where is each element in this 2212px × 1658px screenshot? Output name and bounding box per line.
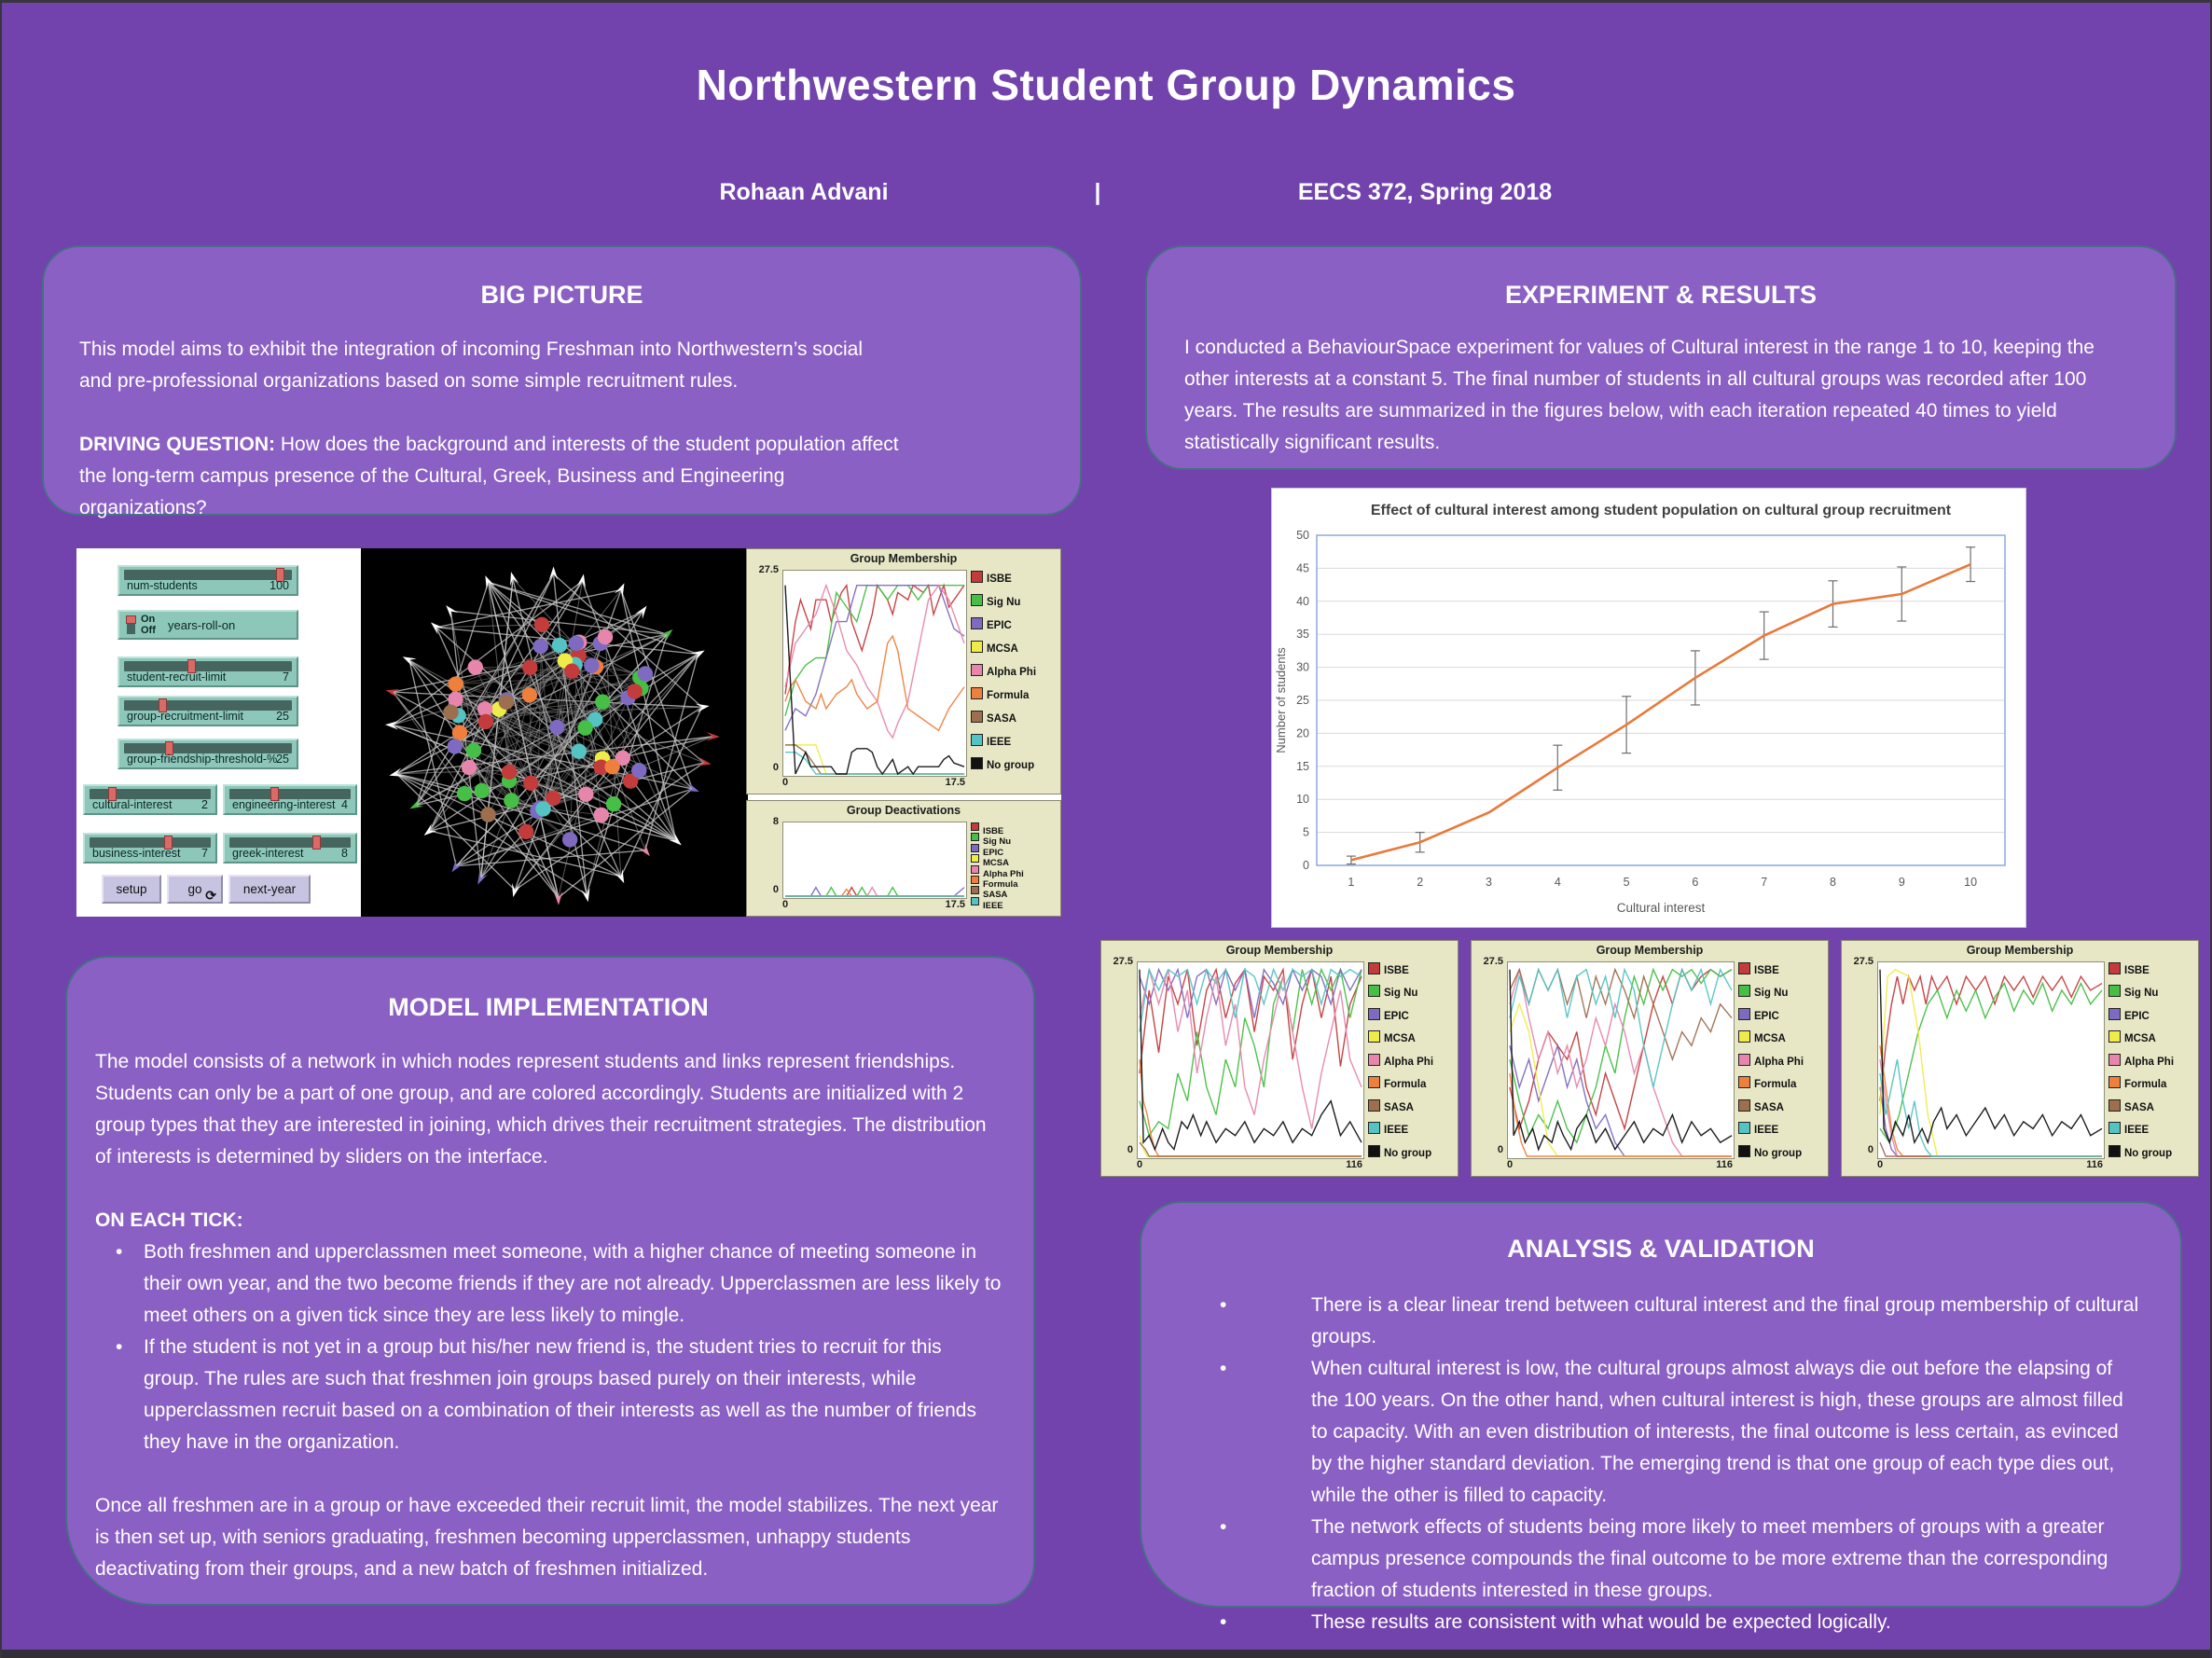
legend-swatch-icon: [1738, 962, 1750, 974]
plot-title: Group Membership: [850, 552, 958, 565]
slider-label: cultural-interest: [92, 798, 173, 811]
legend-swatch-icon: [971, 711, 983, 723]
course-label: EECS 372, Spring 2018: [1297, 179, 1553, 205]
slider-label: business-interest: [92, 847, 181, 860]
legend-label: MCSA: [987, 643, 1018, 655]
slider-label: num-students: [127, 579, 198, 592]
svg-text:35: 35: [1296, 628, 1309, 642]
poster-title: Northwestern Student Group Dynamics: [696, 61, 1516, 109]
legend-entry: [1368, 1053, 1450, 1075]
model-bullet-2: • If the student is not yet in a group but his/her new friend is, the student tries to recruit for this group. The rules are such that freshmen join groups based purely on their interests, while upperclassmen recruit based on a combination of their interests as well as the number of friends they have in the organization.: [116, 1336, 976, 1453]
legend-swatch-icon: [971, 876, 979, 884]
plot-area: [782, 822, 967, 899]
switch-label: years-roll-on: [168, 618, 236, 632]
axis-label: 0: [782, 777, 789, 788]
axis-label: 17.5: [945, 777, 965, 788]
legend-entry: [1368, 961, 1450, 984]
svg-text:25: 25: [1296, 694, 1309, 707]
legend-entry: [2108, 1121, 2191, 1143]
analysis-bullet-2: • When cultural interest is low, the cultural groups almost always die out before the elapsing of the 100 years. On the other hand, when cultural interest is high, these groups are almost filled to capacity. With an even distribution of interests, the final outcome is less certain, as evinced by the higher standard deviation. The emerging trend is that one group of each type dies out, while the other is filled to capacity.: [1220, 1358, 2123, 1506]
analysis-heading: ANALYSIS & VALIDATION: [1507, 1235, 1815, 1263]
big-picture-heading: BIG PICTURE: [480, 281, 643, 309]
svg-text:7: 7: [1761, 876, 1768, 889]
legend-label: IEEE: [987, 737, 1012, 748]
legend-entry: [971, 686, 1053, 710]
legend-label: ISBE: [2124, 965, 2150, 976]
legend-label: ISBE: [1754, 965, 1779, 976]
plot-area: [1507, 961, 1735, 1159]
legend-swatch-icon: [1368, 1076, 1380, 1088]
slider-label: greek-interest: [232, 847, 304, 860]
legend-swatch-icon: [1738, 1145, 1750, 1157]
legend-swatch-icon: [971, 757, 983, 769]
subtitle-divider: |: [1094, 179, 1101, 205]
legend-swatch-icon: [1738, 1054, 1750, 1066]
legend-label: Alpha Phi: [2124, 1056, 2175, 1068]
svg-text:9: 9: [1898, 876, 1905, 889]
legend-swatch-icon: [971, 617, 983, 629]
svg-text:3: 3: [1486, 876, 1492, 889]
legend-label: Sig Nu: [2124, 988, 2159, 1000]
driving-question: [79, 429, 900, 524]
model-paragraph-2: Once all freshmen are in a group or have exceeded their recruit limit, the model stabilizes. The next year is then set up, with seniors graduating, freshmen becoming upperclassmen, unhappy students deactivating from their groups, and a new batch of freshmen initialized.: [95, 1495, 999, 1580]
legend-label: SASA: [987, 713, 1016, 725]
model-body: [95, 1046, 1002, 1585]
forever-icon: ⟳: [205, 888, 216, 903]
run-plot-2: [1471, 940, 1829, 1177]
legend-entry: [2108, 1029, 2191, 1052]
analysis-bullet-list: [1179, 1290, 2143, 1638]
legend-label: IEEE: [1754, 1125, 1779, 1137]
axis-label: 0: [772, 884, 779, 895]
group-membership-plot: [746, 548, 1061, 794]
slider-label: group-recruitment-limit: [127, 710, 244, 723]
legend-label: Sig Nu: [1754, 988, 1789, 1000]
axis-label: 0: [772, 762, 779, 773]
legend-swatch-icon: [2108, 1008, 2121, 1020]
legend-entry: [1368, 1121, 1450, 1143]
legend-entry: [971, 593, 1053, 616]
legend-swatch-icon: [971, 854, 979, 863]
legend-label: EPIC: [1384, 1010, 1409, 1022]
legend-entry: [971, 885, 1053, 901]
legend-label: No group: [1384, 1147, 1432, 1159]
legend-entry: [1738, 1121, 1820, 1143]
legend-swatch-icon: [2108, 1054, 2121, 1066]
legend-swatch-icon: [1368, 1099, 1380, 1112]
legend-swatch-icon: [971, 822, 979, 831]
legend-label: Sig Nu: [983, 836, 1012, 848]
analysis-bullet-1: • There is a clear linear trend between cultural interest and the final group membership of cultural groups.: [1220, 1294, 2139, 1347]
legend-entry: [2108, 1007, 2191, 1029]
netlogo-interface-screenshot: [76, 548, 1061, 917]
model-bullet-1: • Both freshmen and upperclassmen meet someone, with a higher chance of meeting someone in their own year, and the two become friends if they are not already. Upperclassmen are less likely to meet others on a given tick since they are less likely to mingle.: [116, 1241, 1002, 1326]
run-plot-1: [1100, 940, 1459, 1177]
legend-entry: [971, 896, 1053, 911]
legend-swatch-icon: [1368, 1145, 1380, 1157]
axis-label: 8: [772, 816, 779, 827]
legend-swatch-icon: [971, 734, 983, 746]
slider-value: 4: [341, 798, 348, 811]
svg-text:6: 6: [1692, 876, 1699, 889]
legend-label: Alpha Phi: [987, 667, 1037, 678]
slider-cultural-interest[interactable]: [83, 784, 217, 815]
svg-text:15: 15: [1296, 759, 1309, 773]
axis-label: 27.5: [1113, 956, 1133, 967]
legend-entry: [971, 864, 1053, 879]
plot-legend: [971, 822, 1053, 911]
author-name: Rohaan Advani: [719, 179, 889, 205]
legend-label: MCSA: [1754, 1033, 1786, 1045]
axis-label: 0: [782, 899, 789, 910]
legend-label: Alpha Phi: [1754, 1056, 1804, 1068]
slider-label: group-friendship-threshold-%: [127, 753, 278, 766]
legend-swatch-icon: [971, 865, 979, 874]
analysis-body: [1179, 1290, 2143, 1638]
legend-entry: [1738, 1007, 1820, 1029]
slider-value: 2: [201, 798, 208, 811]
window-edge-left: [0, 0, 2, 1658]
slider-value: 100: [270, 579, 289, 592]
y-axis-label: Number of students: [1274, 647, 1288, 753]
legend-swatch-icon: [2108, 1145, 2121, 1157]
axis-label: 116: [1346, 1159, 1362, 1170]
slider-value: 7: [283, 670, 289, 684]
legend-entry: [971, 733, 1053, 756]
axis-label: 0: [1497, 1144, 1503, 1155]
plot-area: [1137, 961, 1364, 1159]
legend-entry: [1738, 1029, 1820, 1052]
analysis-validation-panel: [1140, 1201, 2182, 1633]
legend-label: Formula: [1754, 1079, 1797, 1091]
legend-label: Formula: [983, 878, 1018, 890]
plot-area: [1877, 961, 2105, 1159]
plot-legend: [2108, 961, 2191, 1167]
legend-entry: [2108, 1144, 2191, 1167]
legend-entry: [971, 640, 1053, 663]
switch-label: On: [141, 614, 156, 625]
svg-text:50: 50: [1296, 529, 1309, 542]
plot-title: Group Membership: [1596, 944, 1704, 957]
legend-label: ISBE: [987, 573, 1012, 585]
slider-handle[interactable]: [312, 836, 321, 850]
legend-swatch-icon: [971, 886, 979, 894]
slider-student-recruit-limit[interactable]: [118, 656, 298, 687]
plot-title: Group Deactivations: [846, 804, 961, 817]
slider-group-recruitment-limit[interactable]: [118, 696, 298, 726]
legend-label: No group: [2124, 1147, 2173, 1159]
plot-legend: [1738, 961, 1820, 1167]
legend-swatch-icon: [971, 664, 983, 676]
legend-swatch-icon: [971, 897, 979, 905]
plot-title: Group Membership: [1966, 944, 2074, 957]
axis-label: 0: [1877, 1159, 1884, 1170]
analysis-bullet-4: • These results are consistent with what would be expected logically.: [1220, 1611, 1891, 1633]
slider-greek-interest[interactable]: [223, 833, 357, 864]
group-deactivations-plot: [746, 800, 1061, 917]
legend-entry: [971, 843, 1053, 858]
svg-text:0: 0: [1303, 859, 1309, 872]
legend-label: SASA: [1384, 1101, 1414, 1113]
legend-swatch-icon: [1368, 1054, 1380, 1066]
legend-swatch-icon: [1738, 1030, 1750, 1043]
legend-label: SASA: [2124, 1101, 2154, 1113]
legend-entry: [971, 663, 1053, 686]
legend-label: No group: [1754, 1147, 1803, 1159]
legend-entry: [971, 832, 1053, 848]
slider-value: 7: [201, 847, 208, 860]
axis-label: 0: [1507, 1159, 1514, 1170]
experiment-results-panel: [1145, 245, 2177, 470]
legend-entry: [2108, 984, 2191, 1006]
results-chart-svg: [1272, 489, 2025, 927]
legend-entry: [2108, 1075, 2191, 1098]
legend-entry: [971, 570, 1053, 593]
legend-label: EPIC: [987, 620, 1012, 631]
run-plot-3: [1841, 940, 2199, 1177]
legend-entry: [1368, 1029, 1450, 1052]
legend-label: EPIC: [2124, 1010, 2150, 1022]
slider-value: 25: [276, 710, 289, 723]
legend-swatch-icon: [2108, 1099, 2121, 1112]
axis-label: 27.5: [1483, 956, 1503, 967]
svg-text:10: 10: [1964, 876, 1978, 889]
legend-label: ISBE: [983, 826, 1004, 836]
legend-entry: [1738, 984, 1820, 1006]
legend-entry: [1738, 1144, 1820, 1167]
legend-swatch-icon: [1738, 985, 1750, 997]
legend-label: EPIC: [983, 847, 1004, 858]
legend-label: Alpha Phi: [983, 868, 1024, 879]
axis-label: 0: [1867, 1144, 1873, 1155]
setup-button[interactable]: setup: [102, 875, 161, 904]
legend-label: EPIC: [1754, 1010, 1779, 1022]
legend-label: IEEE: [983, 900, 1003, 911]
axis-label: 27.5: [758, 564, 779, 575]
legend-entry: [1368, 984, 1450, 1006]
legend-label: No group: [987, 760, 1035, 771]
legend-entry: [1368, 1144, 1450, 1167]
legend-swatch-icon: [2108, 985, 2121, 997]
svg-text:8: 8: [1830, 876, 1836, 889]
slider-label: student-recruit-limit: [127, 670, 227, 684]
model-implementation-panel: [65, 956, 1035, 1606]
legend-entry: [971, 756, 1053, 780]
slider-num-students[interactable]: [118, 565, 298, 596]
legend-swatch-icon: [2108, 1030, 2121, 1043]
window-edge-bottom: [0, 1650, 2212, 1658]
legend-swatch-icon: [971, 641, 983, 653]
legend-swatch-icon: [1368, 1008, 1380, 1020]
legend-label: Formula: [1384, 1079, 1427, 1091]
legend-entry: [1738, 1098, 1820, 1121]
svg-text:4: 4: [1554, 876, 1561, 889]
legend-entry: [1368, 1007, 1450, 1029]
legend-entry: [971, 710, 1053, 733]
legend-entry: [971, 822, 1053, 836]
model-heading: MODEL IMPLEMENTATION: [388, 993, 709, 1021]
legend-entry: [1738, 1075, 1820, 1098]
legend-entry: [2108, 1053, 2191, 1075]
experiment-paragraph: I conducted a BehaviourSpace experiment for values of Cultural interest in the range 1 to 10, keeping the other interests at a constant 5. The final number of students in all cultural groups was recorded after 100 years. The results are summarized in the figures below, with each iteration repeated 40 times to yield statistically significant results.: [1184, 337, 2094, 453]
axis-label: 0: [1127, 1144, 1133, 1155]
legend-entry: [2108, 961, 2191, 984]
legend-label: SASA: [1754, 1101, 1784, 1113]
legend-swatch-icon: [971, 571, 983, 583]
legend-label: Alpha Phi: [1384, 1056, 1434, 1068]
legend-label: Sig Nu: [1384, 988, 1418, 1000]
legend-entry: [2108, 1098, 2191, 1121]
legend-swatch-icon: [971, 687, 983, 699]
legend-swatch-icon: [971, 594, 983, 606]
legend-swatch-icon: [1738, 1076, 1750, 1088]
experiment-heading: EXPERIMENT & RESULTS: [1504, 281, 1818, 309]
legend-swatch-icon: [2108, 962, 2121, 974]
svg-text:5: 5: [1303, 825, 1309, 839]
legend-label: SASA: [983, 890, 1008, 901]
slider-business-interest[interactable]: [83, 833, 217, 864]
switch-years-roll-on[interactable]: [118, 610, 298, 640]
on-each-tick-label: ON EACH TICK:: [95, 1209, 243, 1231]
plot-legend: [971, 570, 1053, 780]
legend-entry: [1368, 1075, 1450, 1098]
slider-engineering-interest[interactable]: [223, 784, 357, 815]
legend-swatch-icon: [1368, 962, 1380, 974]
legend-label: MCSA: [2124, 1033, 2156, 1045]
svg-text:1: 1: [1348, 876, 1355, 889]
slider-label: engineering-interest: [232, 798, 336, 811]
legend-label: Sig Nu: [987, 597, 1021, 608]
legend-swatch-icon: [971, 833, 979, 841]
big-picture-paragraph: This model aims to exhibit the integration of incoming Freshman into Northwestern’s social and pre-professional organizations based on some simple recruitment rules.: [79, 339, 863, 392]
legend-label: MCSA: [983, 858, 1009, 869]
legend-entry: [1368, 1098, 1450, 1121]
svg-text:10: 10: [1296, 793, 1309, 807]
legend-swatch-icon: [1738, 1099, 1750, 1112]
analysis-bullet-3: • The network effects of students being more likely to meet members of groups with a greater campus presence compounds the final outcome to be more extreme than the corresponding fraction of students interested in these groups.: [1220, 1516, 2108, 1601]
legend-swatch-icon: [2108, 1076, 2121, 1088]
student-network-graph: [361, 548, 748, 917]
chart-title: Effect of cultural interest among student population on cultural group recruitment: [1370, 503, 1952, 518]
legend-entry: [971, 616, 1053, 640]
axis-label: 116: [1716, 1159, 1733, 1170]
svg-text:40: 40: [1296, 594, 1309, 608]
driving-question-label: DRIVING QUESTION:: [79, 434, 276, 455]
driving-question-text: How does the background and interests of the student population affect the long-term campus presence of the Cultural, Greek, Business and Engineering organizations?: [79, 434, 899, 518]
go-button[interactable]: go ⟳: [167, 875, 223, 904]
results-chart: [1271, 488, 2026, 928]
svg-text:30: 30: [1296, 660, 1309, 674]
legend-entry: [1738, 961, 1820, 984]
legend-entry: [1738, 1053, 1820, 1075]
slider-value: 25: [276, 753, 289, 766]
legend-label: IEEE: [1384, 1125, 1409, 1137]
legend-swatch-icon: [1738, 1008, 1750, 1020]
legend-swatch-icon: [1368, 1122, 1380, 1134]
axis-label: 17.5: [945, 899, 965, 910]
svg-text:5: 5: [1623, 876, 1630, 889]
slider-value: 8: [341, 847, 348, 860]
legend-label: ISBE: [1384, 965, 1409, 976]
legend-swatch-icon: [971, 844, 979, 852]
slider-group-friendship-threshold-%[interactable]: [118, 739, 298, 769]
svg-text:45: 45: [1296, 561, 1309, 575]
legend-label: MCSA: [1384, 1033, 1416, 1045]
model-bullet-list: [95, 1237, 1002, 1458]
svg-text:20: 20: [1296, 726, 1309, 740]
legend-entry: [971, 853, 1053, 869]
legend-entry: [971, 875, 1053, 890]
legend-label: IEEE: [2124, 1125, 2150, 1137]
experiment-body: [1184, 332, 2137, 459]
window-edge-top: [0, 0, 2212, 3]
axis-label: 0: [1137, 1159, 1143, 1170]
big-picture-body: [79, 334, 900, 524]
x-axis-label: Cultural interest: [1616, 901, 1706, 915]
legend-swatch-icon: [1368, 1030, 1380, 1043]
plot-area: [782, 570, 967, 777]
legend-swatch-icon: [1368, 985, 1380, 997]
axis-label: 27.5: [1853, 956, 1873, 967]
network-view: [361, 548, 748, 917]
legend-swatch-icon: [2108, 1122, 2121, 1134]
model-paragraph-1: The model consists of a network in which nodes represent students and links represent friendships. Students can only be a part of one group, and are colored accordingly. Students are initialized with 2 group types that they are interested in joining, which drives their recruitment strategies. The distribution of interests is determined by sliders on the interface.: [95, 1051, 987, 1168]
legend-label: Formula: [987, 690, 1030, 701]
axis-label: 116: [2086, 1159, 2103, 1170]
plot-legend: [1368, 961, 1450, 1167]
next-year-button[interactable]: next-year: [228, 875, 311, 904]
switch-label: Off: [141, 625, 156, 636]
legend-swatch-icon: [1738, 1122, 1750, 1134]
big-picture-panel: [42, 245, 1082, 516]
svg-text:2: 2: [1417, 876, 1424, 889]
legend-label: Formula: [2124, 1079, 2167, 1091]
plot-title: Group Membership: [1225, 944, 1334, 957]
